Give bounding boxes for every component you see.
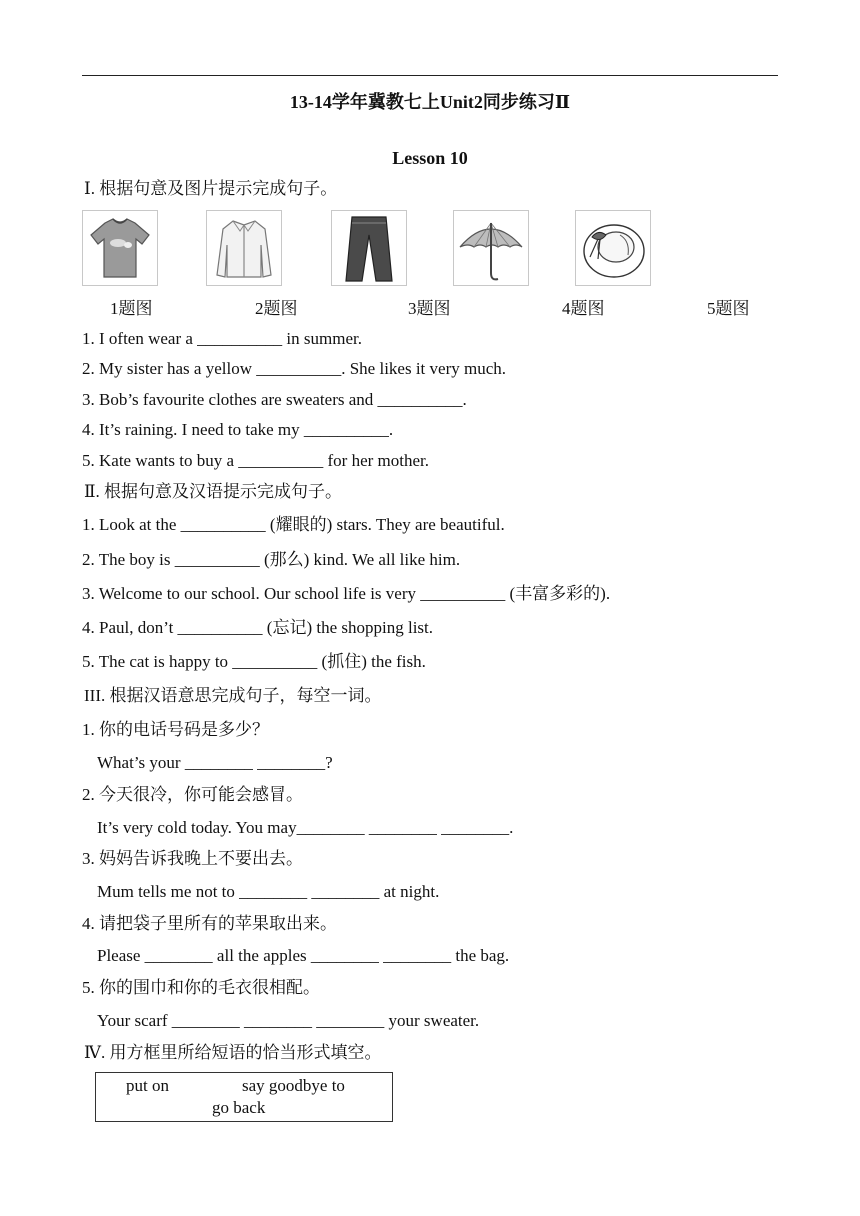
section1-item-4: 4. It’s raining. I need to take my __________. bbox=[82, 420, 394, 439]
trousers-icon bbox=[331, 210, 407, 286]
section3-item-3-english: Mum tells me not to ________ ________ at night. bbox=[97, 882, 440, 901]
section1-item-1: 1. I often wear a __________ in summer. bbox=[82, 329, 362, 348]
section3-item-2-chinese: 2. 今天很冷，你可能会感冒。 bbox=[82, 785, 303, 804]
section3-item-1-chinese: 1. 你的电话号码是多少？ bbox=[82, 720, 269, 739]
section3-item-5-english: Your scarf ________ ________ ________ your sweater. bbox=[97, 1011, 480, 1030]
section3-item-3-chinese: 3. 妈妈告诉我晚上不要出去。 bbox=[82, 849, 303, 868]
page-title: 13-14学年冀教七上Unit2同步练习Ⅱ bbox=[289, 92, 571, 112]
section1-item-5: 5. Kate wants to buy a __________ for her mother. bbox=[82, 451, 430, 470]
section2-item-3: 3. Welcome to our school. Our school life is very __________ (丰富多彩的). bbox=[82, 584, 611, 603]
lesson-title: Lesson 10 bbox=[392, 148, 468, 168]
section2-heading: Ⅱ. 根据句意及汉语提示完成句子。 bbox=[84, 482, 343, 501]
top-rule bbox=[82, 75, 778, 76]
phrase-put-on: put on bbox=[126, 1076, 169, 1095]
section3-item-5-chinese: 5. 你的围巾和你的毛衣很相配。 bbox=[82, 978, 320, 997]
section3-heading: III. 根据汉语意思完成句子，每空一词。 bbox=[84, 686, 382, 705]
jacket-icon bbox=[206, 210, 282, 286]
section1-item-2: 2. My sister has a yellow __________. She likes it very much. bbox=[82, 359, 507, 378]
picture-caption-2: 2题图 bbox=[255, 299, 298, 318]
umbrella-icon bbox=[453, 210, 529, 286]
section3-item-4-chinese: 4. 请把袋子里所有的苹果取出来。 bbox=[82, 914, 337, 933]
hat-icon bbox=[575, 210, 651, 286]
section2-item-2: 2. The boy is __________ (那么) kind. We all like him. bbox=[82, 550, 461, 569]
picture-caption-3: 3题图 bbox=[408, 299, 451, 318]
section3-item-2-english: It’s very cold today. You may________ ________ ________. bbox=[97, 818, 514, 837]
phrase-go-back: go back bbox=[212, 1098, 266, 1117]
section3-item-4-english: Please ________ all the apples ________ ________ the bag. bbox=[97, 946, 510, 965]
picture-caption-4: 4题图 bbox=[562, 299, 605, 318]
section1-heading: Ⅰ. 根据句意及图片提示完成句子。 bbox=[84, 179, 338, 198]
picture-caption-5: 5题图 bbox=[707, 299, 750, 318]
section3-item-1-english: What’s your ________ ________? bbox=[97, 753, 333, 772]
section2-item-1: 1. Look at the __________ (耀眼的) stars. They are beautiful. bbox=[82, 515, 505, 534]
section1-item-3: 3. Bob’s favourite clothes are sweaters and __________. bbox=[82, 390, 467, 409]
section2-item-4: 4. Paul, don’t __________ (忘记) the shopping list. bbox=[82, 618, 434, 637]
section4-heading: Ⅳ. 用方框里所给短语的恰当形式填空。 bbox=[84, 1043, 382, 1062]
t-shirt-icon bbox=[82, 210, 158, 286]
picture-caption-1: 1题图 bbox=[110, 299, 153, 318]
phrase-say-goodbye-to: say goodbye to bbox=[242, 1076, 345, 1095]
section2-item-5: 5. The cat is happy to __________ (抓住) the fish. bbox=[82, 652, 426, 671]
